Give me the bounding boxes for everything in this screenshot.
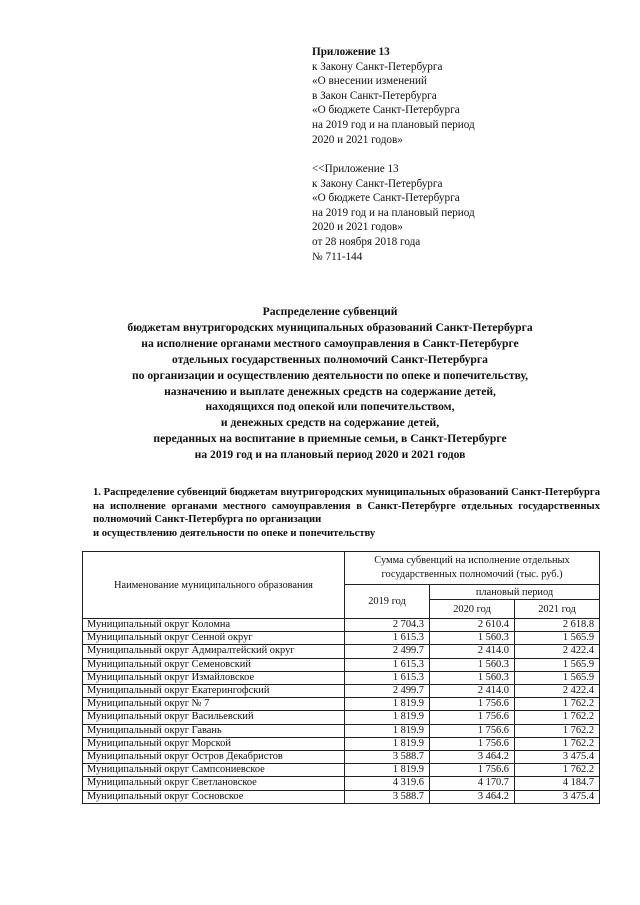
title-line: назначению и выплате денежных средств на содержание детей, [164,384,496,398]
municipality-name: Муниципальный округ Измайловское [83,671,345,684]
value-2021: 2 618.8 [515,619,600,632]
value-2021: 1 762.2 [515,711,600,724]
municipality-name: Муниципальный округ Семеновский [83,658,345,671]
municipality-name: Муниципальный округ Адмиралтейский округ [83,645,345,658]
municipality-name: Муниципальный округ Екатерингофский [83,685,345,698]
value-2021: 2 422.4 [515,685,600,698]
section-text: 1. Распределение субвенций бюджетам внутригородских муниципальных образований Санкт-Петербурга на исполнение органами местного самоуправления в Санкт-Петербурге отдельных государственных полномочий Санкт-Петербурга по организации [93,487,600,526]
annex-original-block [312,162,475,264]
value-2019: 1 615.3 [345,671,430,684]
annex-line: <<Приложение 13 [312,163,399,175]
table-row [83,632,600,645]
title-line: бюджетам внутригородских муниципальных образований Санкт-Петербурга [127,320,533,334]
table-row [83,737,600,750]
municipality-name: Муниципальный округ № 7 [83,698,345,711]
value-2021: 1 565.9 [515,671,600,684]
annex-line: 2020 и 2021 годов» [312,133,403,146]
table-row [83,645,600,658]
value-2021: 1 565.9 [515,632,600,645]
annex-line: на 2019 год и на плановый период [312,206,475,219]
table-row [83,724,600,737]
value-2020: 1 756.6 [430,764,515,777]
header-municipality: Наименование муниципального образования [83,552,345,619]
annex-line: «О внесении изменений [312,75,428,88]
value-2020: 2 414.0 [430,685,515,698]
annex-title: Приложение 13 [312,46,390,58]
value-2021: 3 475.4 [515,790,600,803]
value-2019: 1 615.3 [345,632,430,645]
value-2021: 1 762.2 [515,724,600,737]
annex-line: «О бюджете Санкт-Петербурга [312,192,460,205]
annex-line: на 2019 год и на плановый период [312,118,475,131]
annex-line: к Закону Санкт-Петербурга [312,60,443,73]
value-2021: 1 762.2 [515,764,600,777]
header-planned-period: плановый период [430,585,600,600]
value-2019: 3 588.7 [345,790,430,803]
municipality-name: Муниципальный округ Сенной округ [83,632,345,645]
municipality-name: Муниципальный округ Морской [83,737,345,750]
value-2019: 2 499.7 [345,685,430,698]
header-year-2021: 2021 год [515,600,600,619]
annex-current-block [312,45,475,147]
table-row [83,685,600,698]
header-year-2019: 2019 год [345,585,430,619]
municipality-name: Муниципальный округ Сосновское [83,790,345,803]
title-line: по организации и осуществлению деятельности по опеке и попечительству, [131,368,528,382]
value-2020: 1 756.6 [430,698,515,711]
value-2020: 1 560.3 [430,632,515,645]
title-line: отдельных государственных полномочий Санкт-Петербурга [172,352,488,366]
annex-line: от 28 ноября 2018 года [312,235,421,248]
value-2019: 1 819.9 [345,711,430,724]
value-2021: 1 762.2 [515,698,600,711]
value-2020: 1 756.6 [430,737,515,750]
value-2019: 1 819.9 [345,698,430,711]
municipality-name: Муниципальный округ Коломна [83,619,345,632]
table-row [83,790,600,803]
value-2021: 1 565.9 [515,658,600,671]
value-2020: 2 610.4 [430,619,515,632]
annex-line: 2020 и 2021 годов» [312,221,403,234]
value-2019: 2 704.3 [345,619,430,632]
value-2019: 2 499.7 [345,645,430,658]
section-text-last: и осуществлению деятельности по опеке и попечительству [93,527,376,539]
value-2019: 4 319.6 [345,777,430,790]
municipality-name: Муниципальный округ Сампсониевское [83,764,345,777]
value-2020: 1 560.3 [430,671,515,684]
title-line: переданных на воспитание в приемные семьи, в Санкт-Петербурге [153,432,507,446]
value-2019: 1 615.3 [345,658,430,671]
annex-line: к Закону Санкт-Петербурга [312,177,443,190]
value-2020: 4 170.7 [430,777,515,790]
table-row [83,658,600,671]
table-row [83,698,600,711]
annex-line: в Закон Санкт-Петербурга [312,89,437,102]
value-2019: 1 819.9 [345,764,430,777]
value-2020: 2 414.0 [430,645,515,658]
header-sum: Сумма субвенций на исполнение отдельных государственных полномочий (тыс. руб.) [345,552,600,585]
value-2019: 1 819.9 [345,737,430,750]
title-line: и денежных средств на содержание детей, [220,416,440,430]
municipality-name: Муниципальный округ Васильевский [83,711,345,724]
header-year-2020: 2020 год [430,600,515,619]
value-2021: 3 475.4 [515,751,600,764]
title-line: находящихся под опекой или попечительством, [205,400,455,414]
table-row [83,711,600,724]
document-title [60,304,600,463]
title-line: на 2019 год и на плановый период 2020 и 2021 годов [194,448,466,462]
value-2020: 3 464.2 [430,790,515,803]
value-2020: 1 756.6 [430,711,515,724]
value-2020: 1 756.6 [430,724,515,737]
municipality-name: Муниципальный округ Остров Декабристов [83,751,345,764]
value-2019: 1 819.9 [345,724,430,737]
value-2020: 3 464.2 [430,751,515,764]
value-2021: 4 184.7 [515,777,600,790]
value-2021: 2 422.4 [515,645,600,658]
value-2021: 1 762.2 [515,737,600,750]
subvention-table [82,551,600,804]
table-row [83,671,600,684]
section-heading [93,486,600,540]
table-row [83,764,600,777]
table-row [83,777,600,790]
municipality-name: Муниципальный округ Светлановское [83,777,345,790]
annex-line: № 711-144 [312,250,363,263]
value-2020: 1 560.3 [430,658,515,671]
title-line: Распределение субвенций [262,305,398,318]
annex-line: «О бюджете Санкт-Петербурга [312,104,460,117]
value-2019: 3 588.7 [345,751,430,764]
title-line: на исполнение органами местного самоуправления в Санкт-Петербурге [141,336,519,350]
municipality-name: Муниципальный округ Гавань [83,724,345,737]
table-row [83,619,600,632]
table-row [83,751,600,764]
